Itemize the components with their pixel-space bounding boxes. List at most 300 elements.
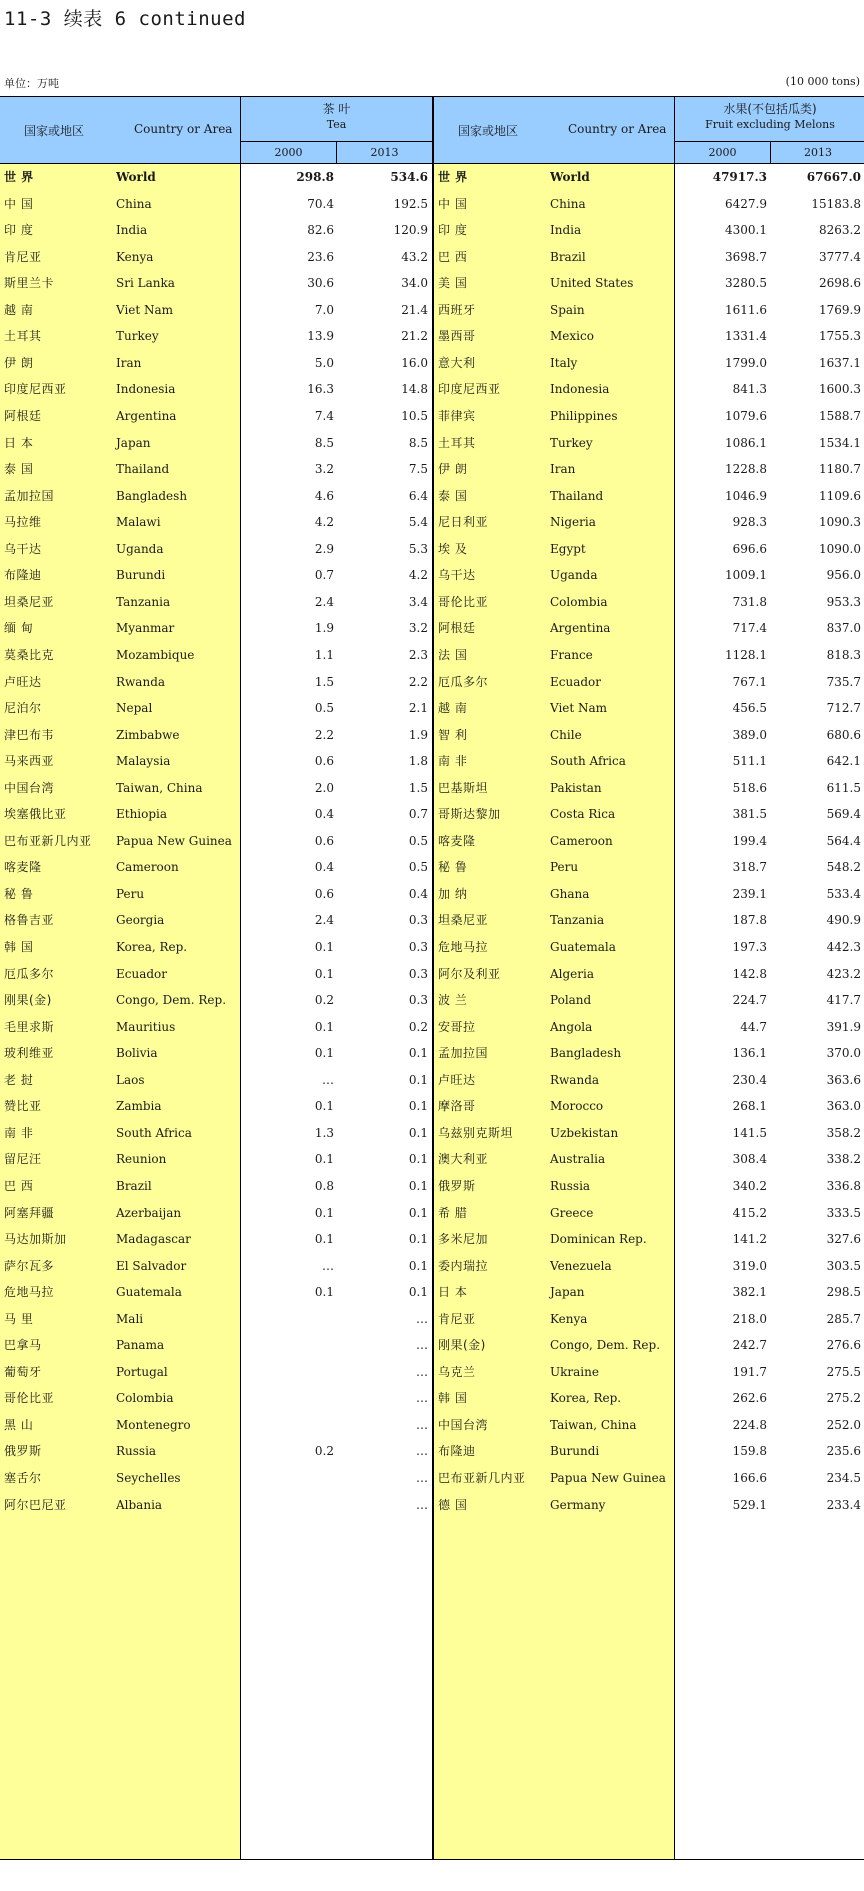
country-name-cn: 肯尼亚 bbox=[438, 1311, 476, 1326]
country-header bbox=[434, 97, 674, 164]
value-2000: 1228.8 bbox=[725, 462, 767, 477]
country-name-en: Spain bbox=[550, 302, 585, 317]
country-name-en: Korea, Rep. bbox=[550, 1391, 622, 1406]
country-name-cn: 缅 甸 bbox=[4, 621, 34, 636]
value-2013: 0.3 bbox=[408, 993, 428, 1008]
value-2013: 953.3 bbox=[826, 594, 861, 609]
country-name-cn: 巴布亚新几内亚 bbox=[438, 1471, 526, 1485]
value-2013: 0.3 bbox=[408, 913, 428, 928]
value-2013: 0.2 bbox=[408, 1019, 428, 1034]
country-name-en: Algeria bbox=[550, 966, 595, 981]
country-name-en: Ukraine bbox=[550, 1364, 599, 1379]
country-name-en: Argentina bbox=[116, 409, 177, 423]
value-2000: 308.4 bbox=[732, 1152, 767, 1167]
country-name-en: Mexico bbox=[550, 329, 594, 344]
country-name-cn: 坦桑尼亚 bbox=[4, 594, 55, 609]
value-2000: 1.1 bbox=[314, 647, 334, 662]
country-name-cn: 卢旺达 bbox=[4, 674, 42, 689]
country-name-cn: 印 度 bbox=[438, 223, 468, 238]
value-2000: 2.4 bbox=[314, 913, 334, 928]
value-2000: 0.1 bbox=[314, 1046, 334, 1061]
country-name-cn: 俄罗斯 bbox=[4, 1444, 42, 1459]
value-2000: 187.8 bbox=[732, 913, 767, 928]
value-2000: 1046.9 bbox=[725, 488, 767, 503]
value-2000: 3280.5 bbox=[725, 276, 767, 291]
table-row bbox=[434, 1489, 864, 1521]
country-name-cn: 葡萄牙 bbox=[4, 1364, 42, 1379]
country-name-en: Sri Lanka bbox=[116, 276, 175, 291]
country-name-en: Laos bbox=[116, 1072, 145, 1087]
value-2000: 166.6 bbox=[732, 1471, 767, 1485]
country-name-cn: 马来西亚 bbox=[4, 754, 55, 769]
value-2000: 47917.3 bbox=[712, 170, 767, 184]
value-2000: 0.6 bbox=[314, 754, 334, 769]
country-name-en: Tanzania bbox=[116, 594, 171, 609]
value-2013: … bbox=[416, 1444, 428, 1459]
value-2000: 0.4 bbox=[314, 807, 334, 822]
value-2000: 159.8 bbox=[732, 1444, 767, 1459]
value-2013: 818.3 bbox=[826, 647, 861, 662]
value-2013: 21.4 bbox=[401, 302, 428, 317]
country-name-en: Papua New Guinea bbox=[550, 1471, 666, 1485]
value-2013: 1600.3 bbox=[819, 382, 861, 397]
country-name-cn: 乌兹别克斯坦 bbox=[438, 1125, 514, 1140]
country-name-cn: 巴 西 bbox=[438, 249, 468, 264]
country-name-cn: 赞比亚 bbox=[4, 1099, 42, 1114]
value-2000: … bbox=[322, 1258, 334, 1273]
country-name-en: Bangladesh bbox=[116, 488, 188, 503]
value-2000: 70.4 bbox=[307, 196, 334, 211]
value-2013: 1637.1 bbox=[819, 355, 861, 370]
value-2013: … bbox=[416, 1417, 428, 1432]
value-2013: 21.2 bbox=[401, 329, 428, 344]
value-2013: 16.0 bbox=[401, 355, 428, 370]
value-2000: 298.8 bbox=[296, 170, 334, 184]
country-header-cn: 国家或地区 bbox=[458, 124, 519, 138]
value-2000: 1.5 bbox=[314, 674, 334, 689]
country-name-cn: 越 南 bbox=[4, 302, 34, 317]
country-name-cn: 委内瑞拉 bbox=[438, 1258, 489, 1273]
value-2000: 0.5 bbox=[314, 701, 334, 715]
value-2013: 2698.6 bbox=[819, 276, 861, 291]
country-name-en: Thailand bbox=[116, 462, 170, 477]
value-2013: 837.0 bbox=[826, 621, 861, 636]
value-2000: 242.7 bbox=[732, 1338, 767, 1353]
country-name-cn: 乌克兰 bbox=[438, 1364, 476, 1379]
value-2000: 141.5 bbox=[732, 1125, 767, 1140]
country-name-cn: 阿根廷 bbox=[438, 621, 476, 636]
value-2013: 275.5 bbox=[826, 1364, 861, 1379]
country-name-cn: 阿根廷 bbox=[4, 409, 42, 423]
country-name-cn: 阿尔及利亚 bbox=[438, 966, 501, 981]
value-2000: 262.6 bbox=[732, 1391, 767, 1406]
country-name-en: Nepal bbox=[116, 701, 153, 715]
value-2013: 336.8 bbox=[826, 1178, 861, 1193]
country-name-cn: 喀麦隆 bbox=[4, 860, 42, 875]
value-2013: 1180.7 bbox=[819, 462, 861, 477]
country-name-cn: 刚果(金) bbox=[4, 993, 52, 1008]
country-name-cn: 孟加拉国 bbox=[4, 488, 55, 503]
value-2013: 285.7 bbox=[826, 1311, 861, 1326]
country-name-cn: 巴基斯坦 bbox=[438, 780, 489, 795]
country-name-en: Zimbabwe bbox=[116, 727, 180, 742]
country-name-cn: 多米尼加 bbox=[438, 1232, 489, 1246]
value-2000: 389.0 bbox=[732, 727, 767, 742]
value-2000: 1.3 bbox=[314, 1125, 334, 1140]
value-2000: 1799.0 bbox=[725, 355, 767, 370]
country-name-en: Ghana bbox=[550, 886, 590, 901]
value-2000: 0.1 bbox=[314, 1285, 334, 1300]
value-2013: 564.4 bbox=[826, 833, 861, 848]
value-2000: 717.4 bbox=[732, 621, 767, 636]
country-name-cn: 中国台湾 bbox=[438, 1417, 489, 1432]
country-name-en: Viet Nam bbox=[550, 701, 608, 715]
year-header-2000: 2000 bbox=[241, 142, 337, 164]
value-2013: … bbox=[416, 1311, 428, 1326]
country-name-cn: 老 挝 bbox=[4, 1072, 34, 1087]
country-name-en: Panama bbox=[116, 1338, 165, 1353]
value-2000: 3.2 bbox=[314, 462, 334, 477]
country-name-cn: 俄罗斯 bbox=[438, 1178, 476, 1193]
value-2000: 8.5 bbox=[314, 435, 334, 450]
value-2000: 1611.6 bbox=[725, 302, 767, 317]
country-name-en: World bbox=[116, 170, 156, 184]
value-2000: 381.5 bbox=[732, 807, 767, 822]
fruit-header bbox=[675, 97, 864, 142]
value-2000: 0.1 bbox=[314, 1205, 334, 1220]
value-2013: 192.5 bbox=[393, 196, 428, 211]
country-name-cn: 泰 国 bbox=[4, 462, 34, 477]
country-name-en: Congo, Dem. Rep. bbox=[116, 993, 227, 1008]
year-header-2000: 2000 bbox=[675, 142, 771, 164]
value-2013: 303.5 bbox=[826, 1258, 861, 1273]
country-name-en: Poland bbox=[550, 993, 592, 1008]
country-name-cn: 菲律宾 bbox=[438, 409, 476, 423]
country-name-en: Uzbekistan bbox=[550, 1125, 619, 1140]
country-name-en: Russia bbox=[116, 1444, 157, 1459]
country-name-en: Mauritius bbox=[116, 1019, 176, 1034]
country-name-en: Guatemala bbox=[550, 940, 616, 954]
country-name-en: Ethiopia bbox=[116, 807, 168, 822]
value-2000: 1331.4 bbox=[725, 329, 767, 344]
country-name-cn: 安哥拉 bbox=[438, 1019, 476, 1034]
country-name-cn: 巴 西 bbox=[4, 1178, 34, 1193]
value-2013: 338.2 bbox=[826, 1152, 861, 1167]
country-name-cn: 意大利 bbox=[438, 355, 476, 370]
value-2013: 417.7 bbox=[826, 993, 861, 1008]
value-2000: 44.7 bbox=[740, 1019, 767, 1034]
value-2000: 0.8 bbox=[314, 1178, 334, 1193]
country-name-en: Argentina bbox=[550, 621, 611, 636]
country-name-cn: 墨西哥 bbox=[438, 329, 476, 344]
country-name-en: Peru bbox=[116, 886, 145, 901]
country-name-en: Japan bbox=[550, 1285, 585, 1300]
country-name-cn: 土耳其 bbox=[438, 435, 476, 450]
value-2000: 268.1 bbox=[732, 1099, 767, 1114]
value-2013: 43.2 bbox=[401, 249, 428, 264]
country-name-en: Georgia bbox=[116, 913, 165, 928]
value-2000: 0.1 bbox=[314, 1152, 334, 1167]
value-2013: 252.0 bbox=[826, 1417, 861, 1432]
value-2000: 230.4 bbox=[732, 1072, 767, 1087]
country-name-en: Myanmar bbox=[116, 621, 175, 636]
country-name-cn: 阿尔巴尼亚 bbox=[4, 1497, 67, 1512]
country-name-en: Portugal bbox=[116, 1364, 168, 1379]
value-2000: 319.0 bbox=[732, 1258, 767, 1273]
country-name-cn: 莫桑比克 bbox=[4, 647, 55, 662]
country-name-en: Indonesia bbox=[550, 382, 610, 397]
value-2013: 533.4 bbox=[826, 886, 861, 901]
tea-header bbox=[241, 97, 432, 142]
value-2013: 120.9 bbox=[393, 223, 428, 238]
country-name-en: Iran bbox=[116, 355, 142, 370]
value-2013: 370.0 bbox=[826, 1046, 861, 1061]
value-2000: 511.1 bbox=[732, 754, 767, 769]
country-name-cn: 南 非 bbox=[4, 1125, 34, 1140]
country-name-en: Germany bbox=[550, 1497, 606, 1512]
fruit-table bbox=[433, 96, 864, 1860]
country-name-en: Iran bbox=[550, 462, 576, 477]
value-2000: 1128.1 bbox=[725, 647, 767, 662]
value-2000: 4.2 bbox=[314, 515, 334, 530]
value-2013: 1.8 bbox=[408, 754, 428, 769]
value-2000: 731.8 bbox=[732, 594, 767, 609]
value-2013: 10.5 bbox=[401, 409, 428, 423]
country-name-en: Russia bbox=[550, 1178, 591, 1193]
value-2013: 8.5 bbox=[408, 435, 428, 450]
value-2000: 23.6 bbox=[307, 249, 334, 264]
country-name-en: Greece bbox=[550, 1205, 594, 1220]
value-2000: 136.1 bbox=[732, 1046, 767, 1061]
country-name-en: South Africa bbox=[116, 1125, 192, 1140]
country-name-cn: 格鲁吉亚 bbox=[4, 913, 55, 928]
value-2000: 415.2 bbox=[732, 1205, 767, 1220]
value-2013: 956.0 bbox=[826, 568, 861, 583]
country-name-en: Colombia bbox=[550, 594, 608, 609]
country-name-cn: 韩 国 bbox=[4, 940, 34, 954]
value-2013: 1534.1 bbox=[819, 435, 861, 450]
value-2013: 2.2 bbox=[408, 674, 428, 689]
country-name-cn: 伊 朗 bbox=[438, 462, 468, 477]
value-2013: 276.6 bbox=[826, 1338, 861, 1353]
value-2000: 239.1 bbox=[732, 886, 767, 901]
country-name-cn: 韩 国 bbox=[438, 1391, 468, 1406]
tea-table bbox=[0, 96, 433, 1860]
value-2000: 1.9 bbox=[314, 621, 334, 636]
country-name-en: United States bbox=[550, 276, 634, 291]
country-name-en: China bbox=[116, 196, 152, 211]
country-name-en: Taiwan, China bbox=[116, 780, 203, 795]
country-name-en: China bbox=[550, 196, 586, 211]
value-2000: 0.6 bbox=[314, 886, 334, 901]
value-2013: 3.2 bbox=[408, 621, 428, 636]
country-name-cn: 法 国 bbox=[438, 647, 468, 662]
country-name-en: Rwanda bbox=[116, 674, 166, 689]
country-name-cn: 南 非 bbox=[438, 754, 468, 769]
country-name-en: Kenya bbox=[116, 249, 154, 264]
country-name-en: Montenegro bbox=[116, 1417, 191, 1432]
country-name-en: Papua New Guinea bbox=[116, 833, 232, 848]
value-2000: 191.7 bbox=[732, 1364, 767, 1379]
country-name-cn: 泰 国 bbox=[438, 488, 468, 503]
country-name-cn: 留尼汪 bbox=[4, 1152, 42, 1167]
value-2013: 642.1 bbox=[826, 754, 861, 769]
value-2013: 235.6 bbox=[826, 1444, 861, 1459]
value-2013: 569.4 bbox=[826, 807, 861, 822]
country-name-cn: 中 国 bbox=[438, 196, 468, 211]
country-name-cn: 埃塞俄比亚 bbox=[4, 807, 67, 822]
value-2013: 735.7 bbox=[826, 674, 861, 689]
value-2000: 456.5 bbox=[732, 701, 767, 715]
value-2013: … bbox=[416, 1471, 428, 1485]
country-name-cn: 塞舌尔 bbox=[4, 1471, 42, 1485]
country-header-en: Country or Area bbox=[134, 122, 233, 136]
value-2013: 5.3 bbox=[408, 541, 428, 556]
country-name-en: Cameroon bbox=[550, 833, 613, 848]
tea-header-cn: 茶 叶 bbox=[322, 102, 351, 116]
value-2000: 696.6 bbox=[732, 541, 767, 556]
country-name-en: Dominican Rep. bbox=[550, 1232, 647, 1246]
value-2000: 0.6 bbox=[314, 833, 334, 848]
value-2013: 0.1 bbox=[408, 1178, 428, 1193]
value-2013: 534.6 bbox=[390, 170, 428, 184]
country-name-en: Thailand bbox=[550, 488, 604, 503]
country-name-en: Taiwan, China bbox=[550, 1417, 637, 1432]
value-2013: 0.1 bbox=[408, 1258, 428, 1273]
country-name-cn: 刚果(金) bbox=[438, 1338, 486, 1353]
country-name-cn: 乌干达 bbox=[438, 568, 476, 583]
country-name-cn: 德 国 bbox=[438, 1497, 468, 1512]
value-2000: 1086.1 bbox=[725, 435, 767, 450]
country-name-en: Indonesia bbox=[116, 382, 176, 397]
country-name-cn: 尼日利亚 bbox=[438, 515, 489, 530]
value-2013: 680.6 bbox=[826, 727, 861, 742]
country-name-cn: 澳大利亚 bbox=[438, 1152, 489, 1167]
country-name-cn: 巴拿马 bbox=[4, 1338, 42, 1353]
country-name-cn: 日 本 bbox=[4, 435, 34, 450]
country-name-cn: 中国台湾 bbox=[4, 780, 55, 795]
value-2013: 423.2 bbox=[826, 966, 861, 981]
country-name-en: Peru bbox=[550, 860, 579, 875]
value-2000: 0.1 bbox=[314, 1019, 334, 1034]
country-name-cn: 秘 鲁 bbox=[4, 886, 34, 901]
value-2013: 611.5 bbox=[826, 780, 861, 795]
country-name-en: Korea, Rep. bbox=[116, 940, 188, 954]
value-2000: 0.1 bbox=[314, 966, 334, 981]
value-2013: 8263.2 bbox=[819, 223, 861, 238]
country-name-cn: 黑 山 bbox=[4, 1417, 34, 1432]
value-2013: … bbox=[416, 1391, 428, 1406]
country-name-en: Albania bbox=[116, 1497, 163, 1512]
country-name-en: Rwanda bbox=[550, 1072, 600, 1087]
value-2013: 2.1 bbox=[408, 701, 428, 715]
country-name-cn: 马达加斯加 bbox=[4, 1232, 67, 1246]
country-name-cn: 乌干达 bbox=[4, 541, 42, 556]
value-2000: 197.3 bbox=[732, 940, 767, 954]
country-name-en: Nigeria bbox=[550, 515, 596, 530]
fruit-header-cn: 水果(不包括瓜类) bbox=[723, 102, 817, 116]
value-2000: 529.1 bbox=[732, 1497, 767, 1512]
value-2013: 1090.3 bbox=[819, 515, 861, 530]
country-name-cn: 加 纳 bbox=[438, 886, 468, 901]
country-name-cn: 布隆迪 bbox=[4, 568, 42, 583]
value-2013: 442.3 bbox=[826, 940, 861, 954]
country-name-cn: 秘 鲁 bbox=[438, 860, 468, 875]
country-name-cn: 毛里求斯 bbox=[4, 1019, 55, 1034]
value-2000: 2.4 bbox=[314, 594, 334, 609]
country-name-cn: 厄瓜多尔 bbox=[438, 674, 489, 689]
value-2000: 224.7 bbox=[732, 993, 767, 1008]
country-name-en: Turkey bbox=[116, 329, 159, 344]
country-name-cn: 斯里兰卡 bbox=[4, 276, 55, 291]
value-2000: 224.8 bbox=[732, 1417, 767, 1432]
year-header-2013: 2013 bbox=[337, 142, 432, 164]
value-2000: 0.1 bbox=[314, 1099, 334, 1114]
value-2013: 0.3 bbox=[408, 940, 428, 954]
country-header-en: Country or Area bbox=[568, 122, 667, 136]
country-name-en: South Africa bbox=[550, 754, 626, 769]
value-2013: 391.9 bbox=[826, 1019, 861, 1034]
value-2013: 3777.4 bbox=[819, 249, 861, 264]
value-2013: 15183.8 bbox=[811, 196, 861, 211]
country-name-en: Uganda bbox=[116, 541, 164, 556]
value-2000: 0.7 bbox=[314, 568, 334, 583]
value-2013: 712.7 bbox=[826, 701, 861, 715]
value-2013: 1090.0 bbox=[819, 541, 861, 556]
country-name-cn: 危地马拉 bbox=[4, 1285, 55, 1300]
country-name-en: Zambia bbox=[116, 1099, 162, 1114]
value-2013: 5.4 bbox=[408, 515, 428, 530]
country-name-en: France bbox=[550, 647, 593, 662]
country-name-cn: 坦桑尼亚 bbox=[438, 913, 489, 928]
country-name-cn: 哥伦比亚 bbox=[4, 1391, 55, 1406]
country-name-cn: 波 兰 bbox=[438, 993, 468, 1008]
value-2000: 928.3 bbox=[732, 515, 767, 530]
country-name-en: El Salvador bbox=[116, 1258, 187, 1273]
country-name-cn: 孟加拉国 bbox=[438, 1046, 489, 1061]
value-2000: 218.0 bbox=[732, 1311, 767, 1326]
country-name-en: Uganda bbox=[550, 568, 598, 583]
value-2013: 6.4 bbox=[408, 488, 428, 503]
value-2000: 0.1 bbox=[314, 1232, 334, 1246]
value-2000: 340.2 bbox=[732, 1178, 767, 1193]
country-name-cn: 越 南 bbox=[438, 701, 468, 715]
value-2013: 1.9 bbox=[408, 727, 428, 742]
country-name-en: Italy bbox=[550, 355, 578, 370]
country-name-en: Tanzania bbox=[550, 913, 605, 928]
country-name-en: Colombia bbox=[116, 1391, 174, 1406]
country-name-cn: 希 腊 bbox=[438, 1205, 468, 1220]
value-2013: 363.6 bbox=[826, 1072, 861, 1087]
value-2000: 199.4 bbox=[732, 833, 767, 848]
country-name-cn: 喀麦隆 bbox=[438, 833, 476, 848]
country-name-cn: 厄瓜多尔 bbox=[4, 966, 55, 981]
country-name-en: Egypt bbox=[550, 541, 586, 556]
value-2000: 2.2 bbox=[314, 727, 334, 742]
year-header-2013: 2013 bbox=[771, 142, 864, 164]
country-name-en: Turkey bbox=[550, 435, 593, 450]
country-name-cn: 印度尼西亚 bbox=[438, 382, 501, 397]
country-name-cn: 美 国 bbox=[438, 276, 468, 291]
country-name-cn: 巴布亚新几内亚 bbox=[4, 833, 92, 848]
country-name-cn: 西班牙 bbox=[438, 302, 476, 317]
country-name-en: Burundi bbox=[550, 1444, 600, 1459]
value-2013: 14.8 bbox=[401, 382, 428, 397]
country-name-cn: 卢旺达 bbox=[438, 1072, 476, 1087]
value-2000: … bbox=[322, 1072, 334, 1087]
value-2000: 3698.7 bbox=[725, 249, 767, 264]
country-name-cn: 危地马拉 bbox=[438, 940, 489, 954]
